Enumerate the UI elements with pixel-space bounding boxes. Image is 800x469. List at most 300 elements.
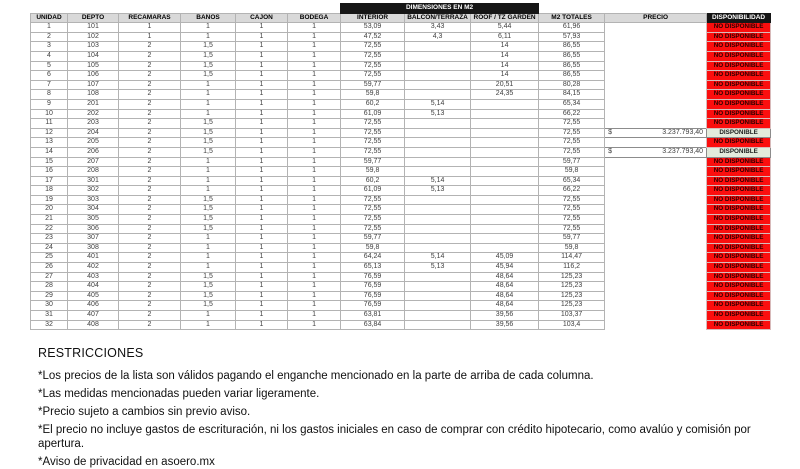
unidad-cell: 16 [31, 167, 68, 177]
cajon-cell: 1 [236, 243, 288, 253]
price-list-page [0, 3, 800, 469]
disponibilidad-cell: DISPONIBLE [707, 147, 771, 157]
unidad-cell: 3 [31, 42, 68, 52]
bodega-cell: 1 [288, 320, 341, 330]
interior-cell: 59,77 [341, 157, 405, 167]
balcon-terraza-cell [405, 243, 471, 253]
currency-symbol: $ [608, 128, 612, 136]
m2-totales-cell: 72,55 [539, 128, 605, 138]
roof-tz-garden-cell: 5,44 [471, 23, 539, 33]
banos-cell: 1,5 [181, 272, 236, 282]
unidad-cell: 21 [31, 215, 68, 225]
unidad-cell: 30 [31, 301, 68, 311]
table-row [31, 128, 771, 138]
cajon-cell: 1 [236, 272, 288, 282]
restriction-item: *El precio no incluye gastos de escrituración, ni los gastos iniciales en caso de comprar con crédito hipotecario, como avalúo y comisión por apertura. [38, 424, 751, 451]
table-row [31, 215, 771, 225]
disponibilidad-cell: DISPONIBLE [707, 128, 771, 138]
interior-cell: 64,24 [341, 253, 405, 263]
recamaras-cell: 2 [119, 128, 181, 138]
interior-cell: 47,52 [341, 32, 405, 42]
depto-cell: 308 [68, 243, 119, 253]
m2-totales-cell: 65,34 [539, 176, 605, 186]
bodega-cell: 1 [288, 224, 341, 234]
balcon-terraza-cell: 4,3 [405, 32, 471, 42]
interior-cell: 65,13 [341, 263, 405, 273]
interior-cell: 72,55 [341, 128, 405, 138]
table-row [31, 119, 771, 129]
banos-cell: 1 [181, 263, 236, 273]
m2-totales-cell: 103,37 [539, 311, 605, 321]
disponibilidad-cell: NO DISPONIBLE [707, 272, 771, 282]
balcon-terraza-cell: 5,13 [405, 186, 471, 196]
disponibilidad-cell: NO DISPONIBLE [707, 99, 771, 109]
balcon-terraza-cell [405, 311, 471, 321]
balcon-terraza-cell [405, 301, 471, 311]
roof-tz-garden-cell [471, 243, 539, 253]
m2-totales-cell: 125,23 [539, 272, 605, 282]
depto-cell: 405 [68, 291, 119, 301]
interior-cell: 72,55 [341, 71, 405, 81]
recamaras-cell: 2 [119, 195, 181, 205]
m2-totales-cell: 65,34 [539, 99, 605, 109]
depto-cell: 207 [68, 157, 119, 167]
cajon-cell: 1 [236, 320, 288, 330]
interior-cell: 61,09 [341, 186, 405, 196]
table-body [31, 23, 771, 330]
recamaras-cell: 2 [119, 42, 181, 52]
precio-cell [605, 138, 707, 148]
roof-tz-garden-cell: 45,94 [471, 263, 539, 273]
interior-cell: 59,8 [341, 243, 405, 253]
col-header-interior: INTERIOR [341, 13, 405, 23]
currency-symbol: $ [608, 147, 612, 155]
unidad-cell: 23 [31, 234, 68, 244]
depto-cell: 306 [68, 224, 119, 234]
interior-cell: 72,55 [341, 215, 405, 225]
recamaras-cell: 2 [119, 320, 181, 330]
roof-tz-garden-cell [471, 234, 539, 244]
banos-cell: 1 [181, 253, 236, 263]
cajon-cell: 1 [236, 147, 288, 157]
table-row [31, 301, 771, 311]
roof-tz-garden-cell: 14 [471, 42, 539, 52]
disponibilidad-cell: NO DISPONIBLE [707, 138, 771, 148]
depto-cell: 107 [68, 80, 119, 90]
bodega-cell: 1 [288, 272, 341, 282]
roof-tz-garden-cell [471, 224, 539, 234]
precio-cell [605, 167, 707, 177]
m2-totales-cell: 72,55 [539, 224, 605, 234]
col-header-depto: DEPTO [68, 13, 119, 23]
unidad-cell: 27 [31, 272, 68, 282]
precio-cell [605, 253, 707, 263]
m2-totales-cell: 86,55 [539, 61, 605, 71]
bodega-cell: 1 [288, 234, 341, 244]
unidad-cell: 2 [31, 32, 68, 42]
col-header-m2-totales: M2 TOTALES [539, 13, 605, 23]
restriction-item: *Los precios de la lista son válidos pagando el enganche mencionado en la parte de arriba de cada columna. [38, 370, 594, 383]
depto-cell: 407 [68, 311, 119, 321]
cajon-cell: 1 [236, 263, 288, 273]
depto-cell: 105 [68, 61, 119, 71]
bodega-cell: 1 [288, 291, 341, 301]
bodega-cell: 1 [288, 80, 341, 90]
col-header-bodega: BODEGA [288, 13, 341, 23]
disponibilidad-cell: NO DISPONIBLE [707, 282, 771, 292]
roof-tz-garden-cell: 45,09 [471, 253, 539, 263]
balcon-terraza-cell [405, 205, 471, 215]
unidad-cell: 22 [31, 224, 68, 234]
balcon-terraza-cell [405, 215, 471, 225]
disponibilidad-cell: NO DISPONIBLE [707, 215, 771, 225]
roof-tz-garden-cell: 24,35 [471, 90, 539, 100]
recamaras-cell: 2 [119, 282, 181, 292]
table-row [31, 147, 771, 157]
interior-cell: 76,59 [341, 272, 405, 282]
balcon-terraza-cell: 5,13 [405, 109, 471, 119]
recamaras-cell: 2 [119, 272, 181, 282]
balcon-terraza-cell [405, 282, 471, 292]
balcon-terraza-cell [405, 71, 471, 81]
precio-cell [605, 128, 707, 138]
roof-tz-garden-cell: 14 [471, 51, 539, 61]
balcon-terraza-cell [405, 42, 471, 52]
unidad-cell: 9 [31, 99, 68, 109]
cajon-cell: 1 [236, 99, 288, 109]
table-row [31, 176, 771, 186]
recamaras-cell: 2 [119, 61, 181, 71]
table-row [31, 71, 771, 81]
balcon-terraza-cell: 5,14 [405, 253, 471, 263]
recamaras-cell: 2 [119, 99, 181, 109]
balcon-terraza-cell [405, 51, 471, 61]
depto-cell: 108 [68, 90, 119, 100]
disponibilidad-cell: NO DISPONIBLE [707, 291, 771, 301]
banos-cell: 1 [181, 80, 236, 90]
bodega-cell: 1 [288, 157, 341, 167]
recamaras-cell: 2 [119, 253, 181, 263]
bodega-cell: 1 [288, 119, 341, 129]
balcon-terraza-cell [405, 138, 471, 148]
precio-cell [605, 23, 707, 33]
unidad-cell: 26 [31, 263, 68, 273]
disponibilidad-cell: NO DISPONIBLE [707, 205, 771, 215]
recamaras-cell: 2 [119, 224, 181, 234]
precio-cell [605, 186, 707, 196]
recamaras-cell: 2 [119, 291, 181, 301]
cajon-cell: 1 [236, 119, 288, 129]
precio-cell [605, 61, 707, 71]
restrictions-title: RESTRICCIONES [38, 346, 144, 361]
cajon-cell: 1 [236, 311, 288, 321]
disponibilidad-cell: NO DISPONIBLE [707, 320, 771, 330]
cajon-cell: 1 [236, 138, 288, 148]
banos-cell: 1 [181, 186, 236, 196]
column-header-row [31, 13, 771, 23]
precio-cell [605, 215, 707, 225]
interior-cell: 60,2 [341, 176, 405, 186]
balcon-terraza-cell [405, 167, 471, 177]
roof-tz-garden-cell [471, 176, 539, 186]
banos-cell: 1 [181, 234, 236, 244]
recamaras-cell: 2 [119, 186, 181, 196]
precio-cell [605, 195, 707, 205]
recamaras-cell: 2 [119, 147, 181, 157]
roof-tz-garden-cell [471, 128, 539, 138]
recamaras-cell: 1 [119, 32, 181, 42]
m2-totales-cell: 59,8 [539, 167, 605, 177]
banos-cell: 1,5 [181, 195, 236, 205]
precio-cell [605, 282, 707, 292]
interior-cell: 76,59 [341, 282, 405, 292]
recamaras-cell: 2 [119, 157, 181, 167]
unidad-cell: 24 [31, 243, 68, 253]
interior-cell: 63,81 [341, 311, 405, 321]
unidad-cell: 10 [31, 109, 68, 119]
recamaras-cell: 2 [119, 263, 181, 273]
balcon-terraza-cell [405, 147, 471, 157]
bodega-cell: 1 [288, 109, 341, 119]
cajon-cell: 1 [236, 195, 288, 205]
interior-cell: 53,09 [341, 23, 405, 33]
unidad-cell: 20 [31, 205, 68, 215]
depto-cell: 104 [68, 51, 119, 61]
disponibilidad-cell: NO DISPONIBLE [707, 109, 771, 119]
disponibilidad-cell: NO DISPONIBLE [707, 51, 771, 61]
banos-cell: 1 [181, 167, 236, 177]
recamaras-cell: 2 [119, 301, 181, 311]
unidad-cell: 5 [31, 61, 68, 71]
col-header-cajon: CAJÓN [236, 13, 288, 23]
disponibilidad-cell: NO DISPONIBLE [707, 234, 771, 244]
depto-cell: 202 [68, 109, 119, 119]
unidad-cell: 11 [31, 119, 68, 129]
bodega-cell: 1 [288, 215, 341, 225]
m2-totales-cell: 59,77 [539, 157, 605, 167]
banos-cell: 1,5 [181, 205, 236, 215]
interior-cell: 72,55 [341, 147, 405, 157]
banos-cell: 1,5 [181, 282, 236, 292]
bodega-cell: 1 [288, 253, 341, 263]
m2-totales-cell: 72,55 [539, 195, 605, 205]
depto-cell: 408 [68, 320, 119, 330]
m2-totales-cell: 72,55 [539, 205, 605, 215]
interior-cell: 72,55 [341, 205, 405, 215]
restriction-item: *Las medidas mencionadas pueden variar ligeramente. [38, 388, 320, 401]
precio-cell [605, 272, 707, 282]
cajon-cell: 1 [236, 215, 288, 225]
m2-totales-cell: 86,55 [539, 42, 605, 52]
balcon-terraza-cell: 5,13 [405, 263, 471, 273]
precio-cell [605, 157, 707, 167]
disponibilidad-cell: NO DISPONIBLE [707, 42, 771, 52]
depto-cell: 303 [68, 195, 119, 205]
m2-totales-cell: 61,96 [539, 23, 605, 33]
unidad-cell: 13 [31, 138, 68, 148]
cajon-cell: 1 [236, 224, 288, 234]
bodega-cell: 1 [288, 167, 341, 177]
banos-cell: 1,5 [181, 224, 236, 234]
table-row [31, 243, 771, 253]
m2-totales-cell: 80,28 [539, 80, 605, 90]
interior-cell: 60,2 [341, 99, 405, 109]
m2-totales-cell: 125,23 [539, 301, 605, 311]
header-spacer-left [31, 4, 341, 14]
bodega-cell: 1 [288, 205, 341, 215]
banos-cell: 1 [181, 32, 236, 42]
recamaras-cell: 2 [119, 119, 181, 129]
depto-cell: 201 [68, 99, 119, 109]
cajon-cell: 1 [236, 42, 288, 52]
table-row [31, 42, 771, 52]
precio-cell [605, 90, 707, 100]
bodega-cell: 1 [288, 311, 341, 321]
m2-totales-cell: 72,55 [539, 215, 605, 225]
banos-cell: 1 [181, 320, 236, 330]
cajon-cell: 1 [236, 253, 288, 263]
cajon-cell: 1 [236, 176, 288, 186]
unidad-cell: 28 [31, 282, 68, 292]
table-row [31, 80, 771, 90]
banos-cell: 1 [181, 90, 236, 100]
bodega-cell: 1 [288, 263, 341, 273]
cajon-cell: 1 [236, 71, 288, 81]
bodega-cell: 1 [288, 32, 341, 42]
roof-tz-garden-cell: 48,64 [471, 272, 539, 282]
banos-cell: 1,5 [181, 301, 236, 311]
bodega-cell: 1 [288, 61, 341, 71]
balcon-terraza-cell: 5,14 [405, 176, 471, 186]
depto-cell: 401 [68, 253, 119, 263]
precio-cell [605, 224, 707, 234]
roof-tz-garden-cell: 6,11 [471, 32, 539, 42]
banos-cell: 1 [181, 157, 236, 167]
banos-cell: 1 [181, 99, 236, 109]
precio-cell [605, 311, 707, 321]
banos-cell: 1 [181, 176, 236, 186]
bodega-cell: 1 [288, 138, 341, 148]
depto-cell: 307 [68, 234, 119, 244]
cajon-cell: 1 [236, 128, 288, 138]
interior-cell: 59,8 [341, 90, 405, 100]
cajon-cell: 1 [236, 301, 288, 311]
interior-cell: 72,55 [341, 51, 405, 61]
balcon-terraza-cell [405, 291, 471, 301]
roof-tz-garden-cell: 39,56 [471, 320, 539, 330]
bodega-cell: 1 [288, 23, 341, 33]
precio-cell [605, 301, 707, 311]
table-row [31, 253, 771, 263]
interior-cell: 72,55 [341, 61, 405, 71]
interior-cell: 72,55 [341, 42, 405, 52]
recamaras-cell: 2 [119, 234, 181, 244]
interior-cell: 76,59 [341, 301, 405, 311]
col-header-disponibilidad: DISPONIBILIDAD [707, 13, 771, 23]
disponibilidad-cell: NO DISPONIBLE [707, 253, 771, 263]
m2-totales-cell: 66,22 [539, 109, 605, 119]
unidad-cell: 25 [31, 253, 68, 263]
disponibilidad-cell: NO DISPONIBLE [707, 23, 771, 33]
balcon-terraza-cell [405, 80, 471, 90]
roof-tz-garden-cell: 14 [471, 61, 539, 71]
bodega-cell: 1 [288, 71, 341, 81]
balcon-terraza-cell [405, 61, 471, 71]
disponibilidad-cell: NO DISPONIBLE [707, 176, 771, 186]
precio-cell [605, 71, 707, 81]
precio-cell [605, 291, 707, 301]
m2-totales-cell: 59,8 [539, 243, 605, 253]
depto-cell: 301 [68, 176, 119, 186]
roof-tz-garden-cell [471, 147, 539, 157]
balcon-terraza-cell [405, 272, 471, 282]
table-row [31, 157, 771, 167]
m2-totales-cell: 114,47 [539, 253, 605, 263]
price-table [30, 3, 771, 330]
table-row [31, 138, 771, 148]
balcon-terraza-cell: 3,43 [405, 23, 471, 33]
banos-cell: 1,5 [181, 71, 236, 81]
disponibilidad-cell: NO DISPONIBLE [707, 61, 771, 71]
precio-cell [605, 234, 707, 244]
recamaras-cell: 2 [119, 176, 181, 186]
disponibilidad-cell: NO DISPONIBLE [707, 90, 771, 100]
balcon-terraza-cell [405, 90, 471, 100]
unidad-cell: 4 [31, 51, 68, 61]
cajon-cell: 1 [236, 23, 288, 33]
table-row [31, 51, 771, 61]
precio-cell [605, 263, 707, 273]
bodega-cell: 1 [288, 99, 341, 109]
col-header-balcon-terraza: BALCON/TERRAZA [405, 13, 471, 23]
precio-cell [605, 243, 707, 253]
precio-cell [605, 147, 707, 157]
table-row [31, 23, 771, 33]
dimensions-header: DIMENSIONES EN M2 [341, 4, 539, 14]
table-row [31, 61, 771, 71]
depto-cell: 403 [68, 272, 119, 282]
table-row [31, 195, 771, 205]
cajon-cell: 1 [236, 205, 288, 215]
disponibilidad-cell: NO DISPONIBLE [707, 311, 771, 321]
banos-cell: 1 [181, 23, 236, 33]
roof-tz-garden-cell [471, 167, 539, 177]
roof-tz-garden-cell: 14 [471, 71, 539, 81]
interior-cell: 59,77 [341, 80, 405, 90]
m2-totales-cell: 84,15 [539, 90, 605, 100]
m2-totales-cell: 125,23 [539, 291, 605, 301]
depto-cell: 101 [68, 23, 119, 33]
recamaras-cell: 2 [119, 71, 181, 81]
unidad-cell: 8 [31, 90, 68, 100]
m2-totales-cell: 72,55 [539, 147, 605, 157]
col-header-unidad: UNIDAD [31, 13, 68, 23]
interior-cell: 72,55 [341, 138, 405, 148]
cajon-cell: 1 [236, 32, 288, 42]
table-row [31, 167, 771, 177]
cajon-cell: 1 [236, 80, 288, 90]
disponibilidad-cell: NO DISPONIBLE [707, 71, 771, 81]
disponibilidad-cell: NO DISPONIBLE [707, 195, 771, 205]
depto-cell: 204 [68, 128, 119, 138]
cajon-cell: 1 [236, 90, 288, 100]
banos-cell: 1,5 [181, 138, 236, 148]
precio-cell [605, 119, 707, 129]
disponibilidad-cell: NO DISPONIBLE [707, 186, 771, 196]
interior-cell: 76,59 [341, 291, 405, 301]
bodega-cell: 1 [288, 42, 341, 52]
bodega-cell: 1 [288, 176, 341, 186]
